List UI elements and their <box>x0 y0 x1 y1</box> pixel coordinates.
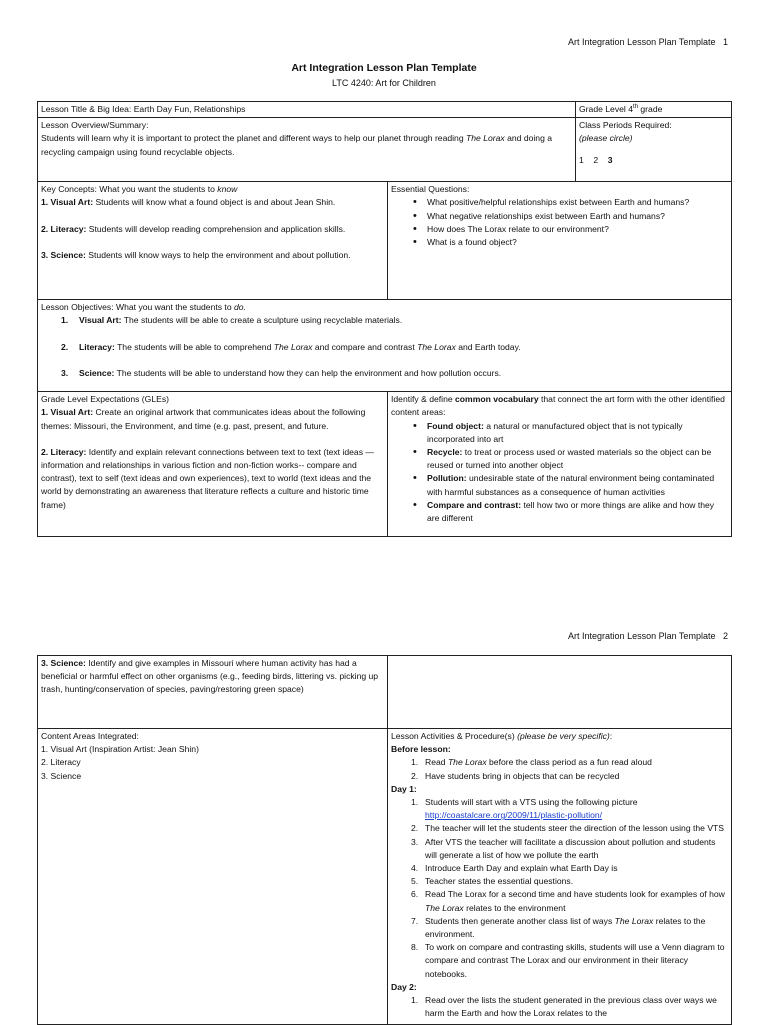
class-period-option-3-selected[interactable]: 3 <box>607 154 613 165</box>
objective-visual-art: 1. Visual Art: The students will be able to create a sculpture using recyclable materials. <box>61 315 403 326</box>
overview-text-part-2: and doing a recycling campaign using found recyclable objects. <box>41 133 553 157</box>
list-item <box>413 446 728 472</box>
objective-text: The students will be able to create a sculpture using recyclable materials. <box>123 315 403 326</box>
key-concept-label: 2. Literacy: <box>41 223 87 234</box>
vocab-term: Compare and contrast: <box>427 499 522 510</box>
key-concept-label: 1. Visual Art: <box>41 197 94 208</box>
activities-row <box>38 729 732 1025</box>
vocab-definition: undesirable state of the natural environment being contaminated with harmful substances as a consequence of human activities <box>427 473 715 497</box>
key-concept-visual-art <box>41 196 384 209</box>
list-item: 1. Students will start with a VTS using the following picture http://coastalcare.org/2009/11/plastic-pollution/ <box>411 797 638 821</box>
activities-note: (please be very specific) <box>517 731 610 741</box>
vocabulary-label <box>391 393 728 419</box>
lesson-plan-table-page-2 <box>37 655 732 1025</box>
objective-label: Visual Art: <box>79 315 122 326</box>
grade-level-word: grade <box>640 104 663 114</box>
lesson-title-row <box>38 102 732 118</box>
step-text: before the class period as a fun read aloud <box>489 757 652 768</box>
list-item: • How does The Lorax relate to our environment? <box>413 223 728 236</box>
overview-text-part-1: Students will learn why it is important to protect the planet and different ways to help our planet through reading <box>41 133 464 144</box>
class-period-option-1[interactable]: 1 <box>579 154 584 165</box>
class-period-option-2[interactable]: 2 <box>593 154 599 165</box>
key-concept-text: Students will know ways to help the environment and about pollution. <box>88 249 351 260</box>
key-concept-label: 3. Science: <box>41 249 86 260</box>
vocab-definition: a natural or manufactured object that is not typically incorporated into art <box>427 420 683 444</box>
essential-questions-cell <box>388 182 732 300</box>
running-head-title: Art Integration Lesson Plan Template <box>568 37 716 47</box>
vocab-definition: to treat or process used or wasted materials so the object can be reused or turned into another object <box>427 447 712 471</box>
step-text: Teacher states the essential questions. <box>425 876 574 887</box>
key-concept-literacy <box>41 223 384 236</box>
book-title: The Lorax <box>614 915 654 926</box>
list-item: 1. Read The Lorax before the class period as a fun read aloud <box>411 757 652 768</box>
gle-item-text: Identify and give examples in Missouri where human activity has had a beneficial or harmful effect on other organisms (e.g., feeding birds, littering vs. picking up trash, hunting/conservation of species, paving/restoring green space) <box>41 658 379 695</box>
list-item: • What negative relationships exist between Earth and humans? <box>413 210 728 223</box>
gle-item-label: 2. Literacy: <box>41 446 87 457</box>
list-item: 2. The teacher will let the students steer the direction of the lesson using the VTS <box>411 823 725 834</box>
activities-label <box>391 730 728 743</box>
vocab-definition: tell how two or more things are alike and how they are different <box>427 499 715 524</box>
objective-text: and compare and contrast <box>314 341 415 352</box>
lesson-title-label: Lesson Title & Big Idea: <box>41 104 132 114</box>
step-text: Read The Lorax for a second time and have students look for examples of how <box>425 889 725 900</box>
objectives-do: do. <box>234 302 246 313</box>
content-area-item: 1. Visual Art (Inspiration Artist: Jean Shin) <box>41 744 199 755</box>
list-item <box>413 499 728 525</box>
gle-cell <box>38 392 388 537</box>
vocabulary-label-bold: common vocabulary <box>455 394 539 405</box>
empty-cell <box>388 656 732 729</box>
list-item: • What positive/helpful relationships exist between Earth and humans? <box>413 196 728 209</box>
vocabulary-cell <box>388 392 732 537</box>
content-areas-cell <box>38 729 388 1025</box>
list-item: 1. Read over the lists the student generated in the previous class over ways we harm the Earth and how the Lorax relates to the <box>411 995 717 1019</box>
objective-text: The students will be able to comprehend <box>117 341 272 352</box>
overview-text <box>41 132 572 158</box>
day-2-list <box>391 994 728 1020</box>
objectives-list <box>41 314 728 380</box>
step-text: To work on compare and contrasting skills, students will use a Venn diagram to compare and contrast The Lorax and our environment in their literacy notebooks. <box>425 942 725 979</box>
lesson-title-cell <box>38 102 576 118</box>
step-text: Introduce Earth Day and explain what Earth Day is <box>425 863 618 874</box>
step-text: Students then generate another class list of ways <box>425 915 613 926</box>
list-item: • What is a found object? <box>413 236 728 249</box>
overview-cell <box>38 118 576 182</box>
activities-colon: : <box>609 731 613 741</box>
page-number: 1 <box>722 37 728 47</box>
key-concepts-cell <box>38 182 388 300</box>
list-item: 2. Have students bring in objects that can be recycled <box>411 770 620 781</box>
list-item: 4. Introduce Earth Day and explain what Earth Day is <box>411 863 618 874</box>
step-text: Read <box>425 757 446 768</box>
gle-item-text: Create an original artwork that communicates ideas about the following themes: Missouri, the Environment, and time (e.g. past, present, and future. <box>41 407 366 431</box>
overview-label: Lesson Overview/Summary: <box>41 120 149 131</box>
page-number: 2 <box>722 631 728 641</box>
list-item: 7. Students then generate another class list of ways The Lorax relates to the environment. <box>411 915 706 940</box>
gle-literacy <box>41 446 384 512</box>
book-title: The Lorax <box>417 341 456 352</box>
vocabulary-label-part: Identify & define <box>391 394 453 405</box>
step-text: After VTS the teacher will facilitate a discussion about pollution and students will generate a list of how we pollute the earth <box>425 836 716 860</box>
gle-item-label: 1. Visual Art: <box>41 407 94 418</box>
objective-text: and Earth today. <box>458 341 521 352</box>
list-item: 8. To work on compare and contrasting skills, students will use a Venn diagram to compare and contrast The Lorax and our environment in their literacy notebooks. <box>411 942 725 979</box>
step-text: Have students bring in objects that can be recycled <box>425 770 620 781</box>
content-area-item: 2. Literacy <box>41 757 81 768</box>
list-item <box>413 420 728 446</box>
science-gle-row <box>38 656 732 729</box>
class-periods-cell <box>576 118 732 182</box>
before-lesson-label: Before lesson: <box>391 744 451 755</box>
key-concept-science <box>41 249 384 262</box>
key-concept-text: Students will know what a found object is and about Jean Shin. <box>95 197 336 208</box>
objectives-label: Lesson Objectives: What you want the students to <box>41 302 232 313</box>
lesson-plan-table-page-1 <box>37 101 732 537</box>
book-title: The Lorax <box>447 757 487 768</box>
activities-cell <box>388 729 732 1025</box>
grade-level-suffix: th <box>633 104 639 111</box>
vocabulary-label-part: that connect the art form with the other identified content areas: <box>391 394 725 418</box>
day-1-label: Day 1: <box>391 783 417 794</box>
step-text: The teacher will let the students steer the direction of the lesson using the VTS <box>425 823 725 834</box>
step-text: Read over the lists the student generated in the previous class over ways we harm the Earth and how the Lorax relates to the <box>425 995 717 1019</box>
class-periods-note: (please circle) <box>579 133 633 144</box>
vocab-term: Pollution: <box>427 473 467 484</box>
running-head-page-2 <box>568 630 728 643</box>
overview-row <box>38 118 732 182</box>
lesson-title-value: Earth Day Fun, Relationships <box>133 104 246 114</box>
content-area-item: 3. Science <box>41 770 82 781</box>
objective-science: 3. Science: The students will be able to understand how they can help the environment and how pollution occurs. <box>61 367 502 378</box>
book-title: The Lorax <box>273 341 313 352</box>
list-item: 5. Teacher states the essential questions. <box>411 876 574 887</box>
grade-level-cell <box>576 102 732 118</box>
list-item: 6. Read The Lorax for a second time and have students look for examples of how The Lorax relates to the environment <box>411 889 725 913</box>
document-title: Art Integration Lesson Plan Template <box>291 62 477 74</box>
running-head-title: Art Integration Lesson Plan Template <box>568 631 716 641</box>
vocab-term: Found object: <box>427 420 484 431</box>
content-areas-label: Content Areas Integrated: <box>41 731 139 741</box>
essential-questions-label: Essential Questions: <box>391 184 470 195</box>
book-title: The Lorax <box>425 902 464 913</box>
objective-label: Science: <box>79 367 115 378</box>
step-text: relates to the environment <box>466 902 566 913</box>
list-item <box>413 472 728 498</box>
objectives-row <box>38 300 732 392</box>
key-concepts-know: know <box>217 184 238 195</box>
objective-label: Literacy: <box>79 341 115 352</box>
key-concepts-label: Key Concepts: What you want the students to <box>41 184 215 195</box>
activities-label-text: Lesson Activities & Procedure(s) <box>391 731 515 741</box>
day-2-label: Day 2: <box>391 981 417 992</box>
gle-item-label: 3. Science: <box>41 658 86 668</box>
concepts-row <box>38 182 732 300</box>
objective-literacy: 2. Literacy: The students will be able to comprehend The Lorax and compare and contrast The Lorax and Earth today. <box>61 341 521 352</box>
gle-label: Grade Level Expectations (GLEs) <box>41 394 170 405</box>
vocabulary-list <box>391 420 728 526</box>
class-periods-label: Class Periods Required: <box>579 120 672 131</box>
class-periods-options <box>579 154 728 167</box>
vocab-term: Recycle: <box>427 447 463 458</box>
gle-visual-art <box>41 406 384 432</box>
document-subtitle: LTC 4240: Art for Children <box>332 78 436 88</box>
list-item: 3. After VTS the teacher will facilitate a discussion about pollution and students will generate a list of how we pollute the earth <box>411 836 716 860</box>
step-text: relates to the environment. <box>425 915 706 940</box>
gle-item-text: Identify and explain relevant connections between text to text (text ideas — information and relationships in various fiction and non-fiction works-- compare and contrast), text to self (text ideas and own experiences), text to world (text ideas and the world by demonstrating an awareness that literature reflects a culture and historic time frame) <box>41 446 374 510</box>
objectives-cell <box>38 300 732 392</box>
gle-vocab-row <box>38 392 732 537</box>
science-gle-cell <box>38 656 388 729</box>
essential-questions-list <box>391 196 728 249</box>
overview-book-title: The Lorax <box>466 133 505 144</box>
step-text: Students will start with a VTS using the following picture <box>425 797 638 808</box>
day-1-list <box>391 796 728 981</box>
vts-picture-link[interactable]: http://coastalcare.org/2009/11/plastic-pollution/ <box>425 810 603 821</box>
running-head-page-1 <box>568 36 728 49</box>
objective-text: The students will be able to understand how they can help the environment and how pollution occurs. <box>116 367 502 378</box>
grade-level-label: Grade Level <box>579 104 626 114</box>
grade-level-number: 4 <box>628 104 633 114</box>
before-lesson-list <box>391 756 728 782</box>
key-concept-text: Students will develop reading comprehension and application skills. <box>88 223 346 234</box>
